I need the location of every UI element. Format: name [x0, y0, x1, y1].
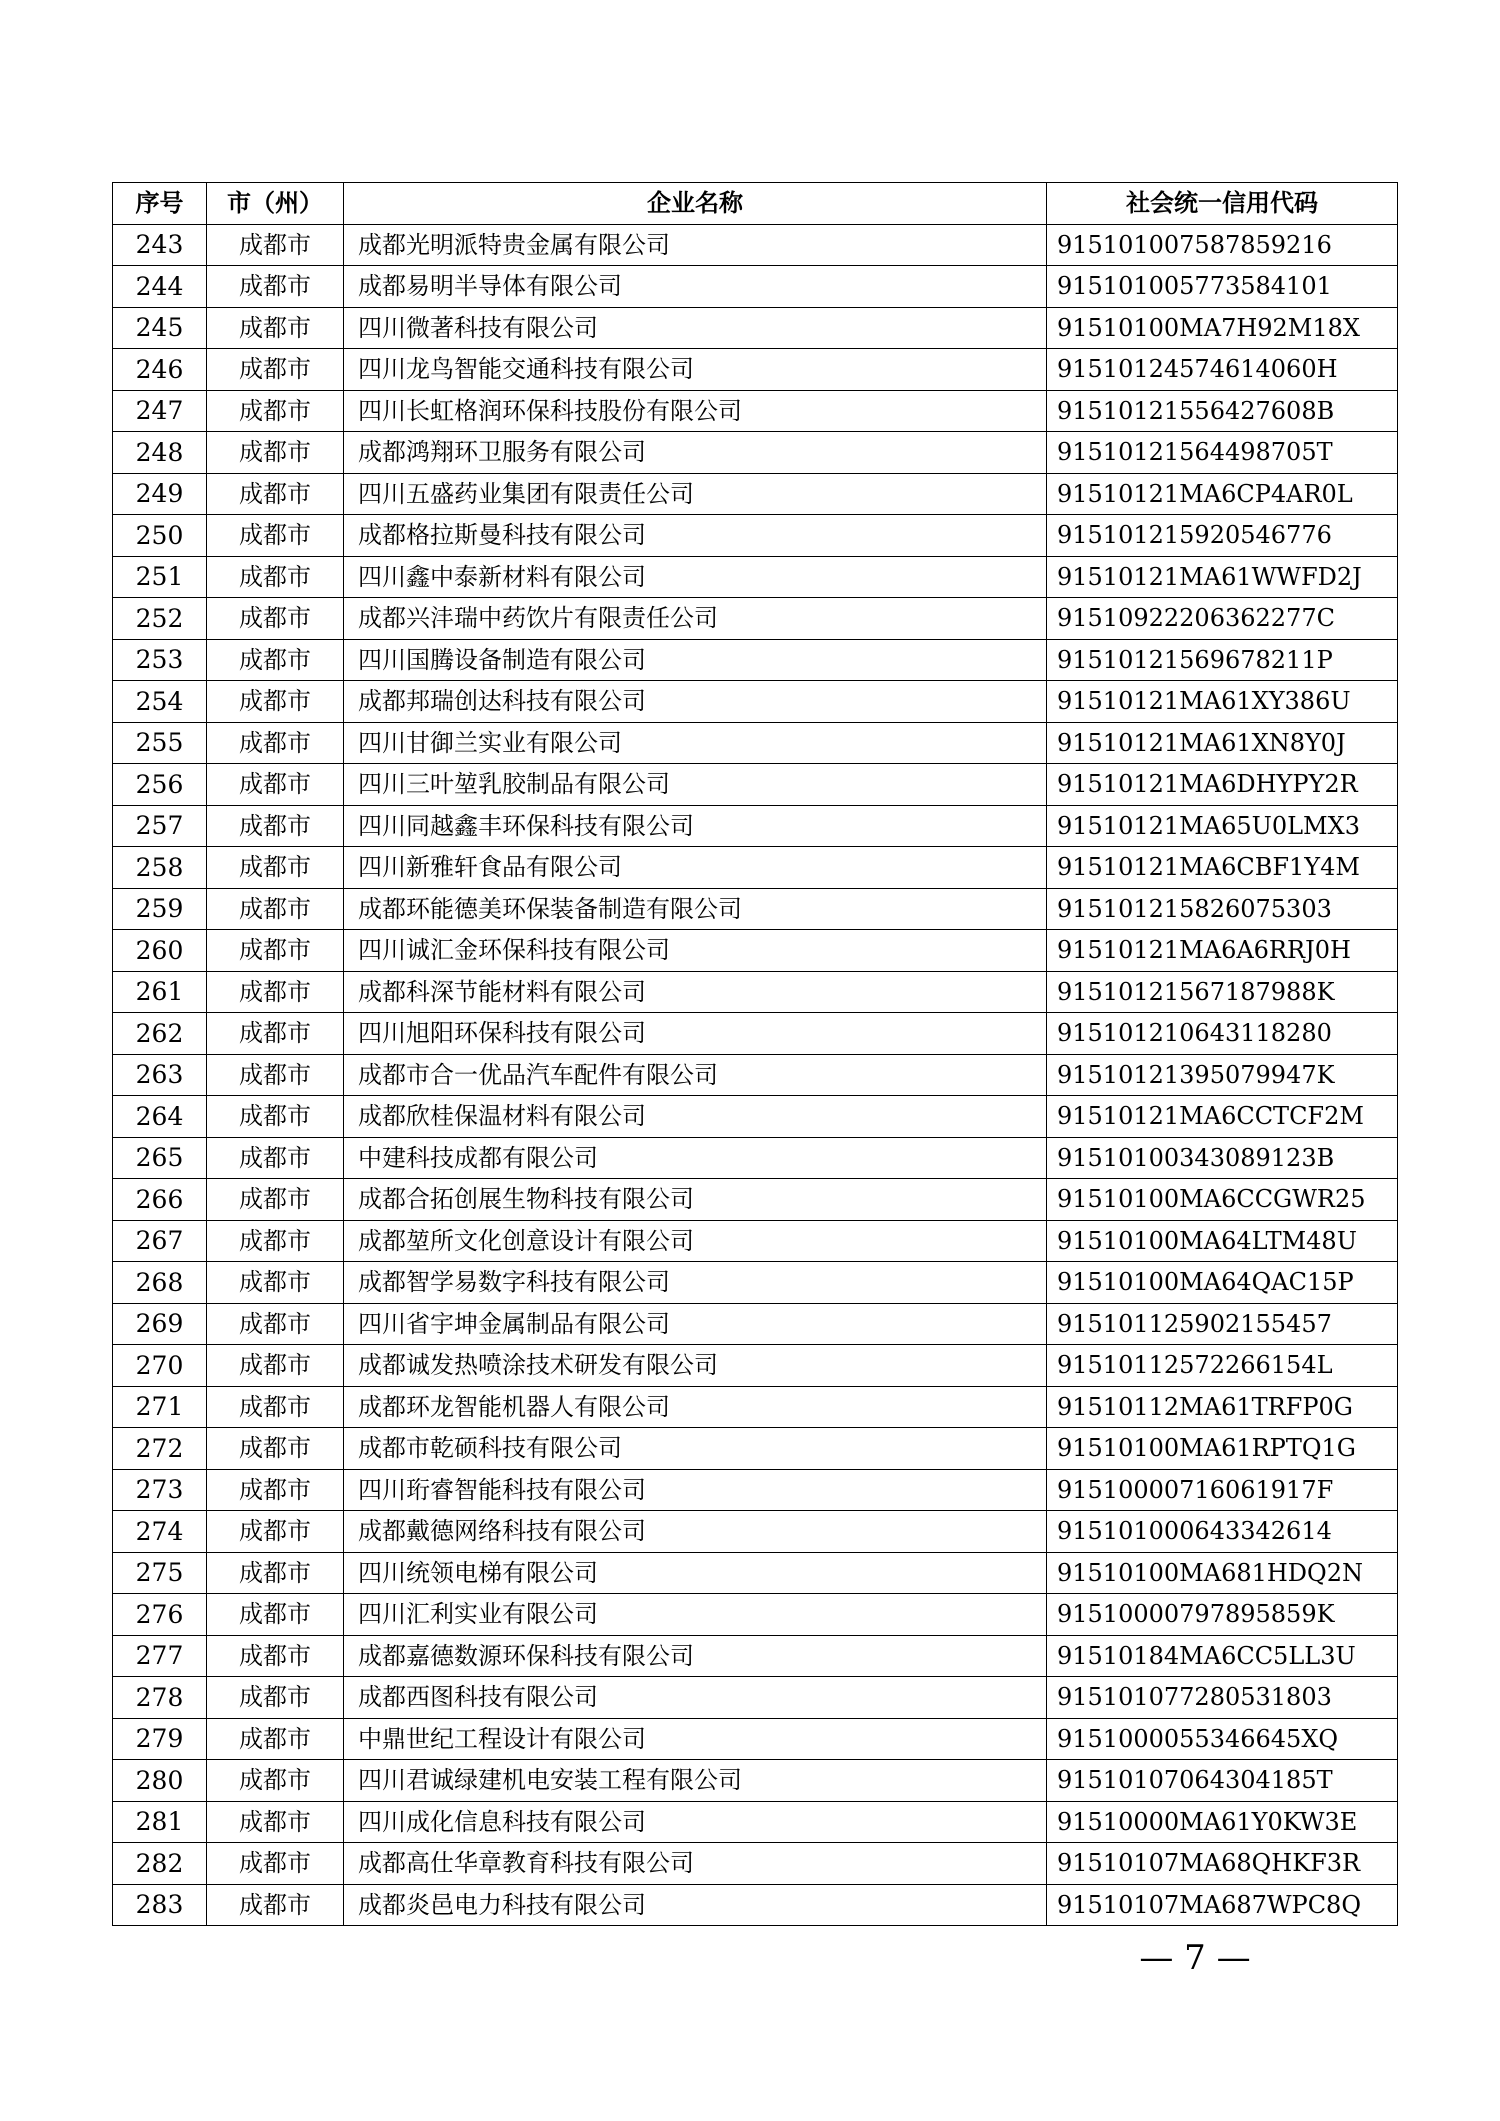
row-seq: 279	[113, 1718, 207, 1760]
row-credit-code: 91510121MA65U0LMX3	[1047, 805, 1398, 847]
row-city: 成都市	[207, 764, 344, 806]
row-city: 成都市	[207, 1428, 344, 1470]
header-seq: 序号	[113, 183, 207, 225]
row-city: 成都市	[207, 1345, 344, 1387]
row-seq: 276	[113, 1594, 207, 1636]
row-company-name: 中鼎世纪工程设计有限公司	[344, 1718, 1047, 1760]
row-company-name: 四川同越鑫丰环保科技有限公司	[344, 805, 1047, 847]
row-company-name: 成都炎邑电力科技有限公司	[344, 1884, 1047, 1926]
row-company-name: 四川统领电梯有限公司	[344, 1552, 1047, 1594]
row-city: 成都市	[207, 1262, 344, 1304]
row-company-name: 四川新雅轩食品有限公司	[344, 847, 1047, 889]
row-company-name: 成都鸿翔环卫服务有限公司	[344, 432, 1047, 474]
row-city: 成都市	[207, 1635, 344, 1677]
row-company-name: 成都易明半导体有限公司	[344, 266, 1047, 308]
table-body	[113, 224, 1398, 1926]
table-row	[113, 1718, 1398, 1760]
row-seq: 260	[113, 930, 207, 972]
row-city: 成都市	[207, 1303, 344, 1345]
row-seq: 249	[113, 473, 207, 515]
row-credit-code: 915101007587859216	[1047, 224, 1398, 266]
row-company-name: 成都堃所文化创意设计有限公司	[344, 1220, 1047, 1262]
row-city: 成都市	[207, 390, 344, 432]
row-credit-code: 915101000643342614	[1047, 1511, 1398, 1553]
row-credit-code: 91510922206362277C	[1047, 598, 1398, 640]
row-company-name: 四川珩睿智能科技有限公司	[344, 1469, 1047, 1511]
table-row	[113, 1386, 1398, 1428]
row-credit-code: 91510121569678211P	[1047, 639, 1398, 681]
table-row	[113, 1262, 1398, 1304]
row-city: 成都市	[207, 473, 344, 515]
row-credit-code: 91510121MA6CP4AR0L	[1047, 473, 1398, 515]
row-company-name: 成都高仕华章教育科技有限公司	[344, 1843, 1047, 1885]
row-seq: 267	[113, 1220, 207, 1262]
row-credit-code: 91510100MA64LTM48U	[1047, 1220, 1398, 1262]
row-seq: 272	[113, 1428, 207, 1470]
row-credit-code: 915101125902155457	[1047, 1303, 1398, 1345]
table-row	[113, 1801, 1398, 1843]
row-company-name: 成都诚发热喷涂技术研发有限公司	[344, 1345, 1047, 1387]
row-seq: 271	[113, 1386, 207, 1428]
row-credit-code: 915101210643118280	[1047, 1013, 1398, 1055]
row-city: 成都市	[207, 598, 344, 640]
row-seq: 275	[113, 1552, 207, 1594]
row-city: 成都市	[207, 307, 344, 349]
row-city: 成都市	[207, 1013, 344, 1055]
table-row	[113, 1137, 1398, 1179]
row-city: 成都市	[207, 1511, 344, 1553]
row-credit-code: 91510121MA6CCTCF2M	[1047, 1096, 1398, 1138]
table-row	[113, 1054, 1398, 1096]
row-credit-code: 91510100MA7H92M18X	[1047, 307, 1398, 349]
row-city: 成都市	[207, 1469, 344, 1511]
row-seq: 253	[113, 639, 207, 681]
row-seq: 247	[113, 390, 207, 432]
table-row	[113, 805, 1398, 847]
row-seq: 283	[113, 1884, 207, 1926]
row-credit-code: 91510000797895859K	[1047, 1594, 1398, 1636]
row-credit-code: 915101077280531803	[1047, 1677, 1398, 1719]
table-row	[113, 764, 1398, 806]
table-row	[113, 847, 1398, 889]
row-city: 成都市	[207, 1179, 344, 1221]
row-city: 成都市	[207, 1843, 344, 1885]
table-row	[113, 1013, 1398, 1055]
row-company-name: 成都格拉斯曼科技有限公司	[344, 515, 1047, 557]
row-credit-code: 91510100MA64QAC15P	[1047, 1262, 1398, 1304]
row-city: 成都市	[207, 349, 344, 391]
row-city: 成都市	[207, 432, 344, 474]
row-city: 成都市	[207, 1760, 344, 1802]
enterprise-table	[112, 182, 1398, 1926]
row-company-name: 四川旭阳环保科技有限公司	[344, 1013, 1047, 1055]
row-credit-code: 91510121567187988K	[1047, 971, 1398, 1013]
row-city: 成都市	[207, 888, 344, 930]
table-row	[113, 1179, 1398, 1221]
row-seq: 259	[113, 888, 207, 930]
table-header-row	[113, 183, 1398, 225]
table-row	[113, 1428, 1398, 1470]
table-row	[113, 390, 1398, 432]
row-company-name: 成都邦瑞创达科技有限公司	[344, 681, 1047, 723]
row-seq: 243	[113, 224, 207, 266]
row-company-name: 成都西图科技有限公司	[344, 1677, 1047, 1719]
row-city: 成都市	[207, 266, 344, 308]
table-row	[113, 722, 1398, 764]
row-credit-code: 91510121MA61XN8Y0J	[1047, 722, 1398, 764]
row-city: 成都市	[207, 1884, 344, 1926]
row-credit-code: 915101005773584101	[1047, 266, 1398, 308]
row-city: 成都市	[207, 930, 344, 972]
row-seq: 270	[113, 1345, 207, 1387]
table-row	[113, 1303, 1398, 1345]
row-seq: 265	[113, 1137, 207, 1179]
row-seq: 269	[113, 1303, 207, 1345]
row-seq: 277	[113, 1635, 207, 1677]
row-seq: 250	[113, 515, 207, 557]
row-company-name: 四川龙鸟智能交通科技有限公司	[344, 349, 1047, 391]
table-row	[113, 349, 1398, 391]
row-seq: 266	[113, 1179, 207, 1221]
table-row	[113, 639, 1398, 681]
row-credit-code: 91510107MA687WPC8Q	[1047, 1884, 1398, 1926]
row-company-name: 成都欣桂保温材料有限公司	[344, 1096, 1047, 1138]
row-company-name: 四川汇利实业有限公司	[344, 1594, 1047, 1636]
header-city: 市（州）	[207, 183, 344, 225]
row-seq: 254	[113, 681, 207, 723]
row-credit-code: 91510107MA68QHKF3R	[1047, 1843, 1398, 1885]
row-city: 成都市	[207, 1552, 344, 1594]
row-city: 成都市	[207, 224, 344, 266]
row-seq: 273	[113, 1469, 207, 1511]
row-city: 成都市	[207, 1718, 344, 1760]
row-company-name: 成都光明派特贵金属有限公司	[344, 224, 1047, 266]
row-seq: 268	[113, 1262, 207, 1304]
row-credit-code: 91510121MA6DHYPY2R	[1047, 764, 1398, 806]
row-city: 成都市	[207, 1220, 344, 1262]
row-seq: 258	[113, 847, 207, 889]
table-row	[113, 1469, 1398, 1511]
table-row	[113, 888, 1398, 930]
table-row	[113, 1511, 1398, 1553]
row-credit-code: 91510121395079947K	[1047, 1054, 1398, 1096]
table-row	[113, 556, 1398, 598]
table-row	[113, 1635, 1398, 1677]
row-credit-code: 91510121MA61WWFD2J	[1047, 556, 1398, 598]
row-company-name: 中建科技成都有限公司	[344, 1137, 1047, 1179]
row-city: 成都市	[207, 556, 344, 598]
table-row	[113, 307, 1398, 349]
row-city: 成都市	[207, 1594, 344, 1636]
row-company-name: 四川三叶堃乳胶制品有限公司	[344, 764, 1047, 806]
row-company-name: 四川省宇坤金属制品有限公司	[344, 1303, 1047, 1345]
row-company-name: 成都环能德美环保装备制造有限公司	[344, 888, 1047, 930]
row-city: 成都市	[207, 1801, 344, 1843]
row-seq: 255	[113, 722, 207, 764]
row-seq: 251	[113, 556, 207, 598]
row-credit-code: 9151000055346645XQ	[1047, 1718, 1398, 1760]
row-company-name: 成都戴德网络科技有限公司	[344, 1511, 1047, 1553]
row-city: 成都市	[207, 515, 344, 557]
table-row	[113, 266, 1398, 308]
row-credit-code: 91510000MA61Y0KW3E	[1047, 1801, 1398, 1843]
table-row	[113, 930, 1398, 972]
row-credit-code: 91510121MA6CBF1Y4M	[1047, 847, 1398, 889]
row-credit-code: 91510100MA681HDQ2N	[1047, 1552, 1398, 1594]
row-seq: 278	[113, 1677, 207, 1719]
row-city: 成都市	[207, 1137, 344, 1179]
table-row	[113, 681, 1398, 723]
row-city: 成都市	[207, 681, 344, 723]
row-seq: 262	[113, 1013, 207, 1055]
table-row	[113, 1096, 1398, 1138]
row-city: 成都市	[207, 1386, 344, 1428]
row-seq: 245	[113, 307, 207, 349]
row-credit-code: 91510100343089123B	[1047, 1137, 1398, 1179]
row-seq: 264	[113, 1096, 207, 1138]
row-company-name: 四川鑫中泰新材料有限公司	[344, 556, 1047, 598]
row-seq: 261	[113, 971, 207, 1013]
row-company-name: 成都智学易数字科技有限公司	[344, 1262, 1047, 1304]
row-seq: 244	[113, 266, 207, 308]
header-credit-code: 社会统一信用代码	[1047, 183, 1398, 225]
row-seq: 256	[113, 764, 207, 806]
row-credit-code: 91510100MA6CCGWR25	[1047, 1179, 1398, 1221]
row-credit-code: 915101215826075303	[1047, 888, 1398, 930]
row-company-name: 四川诚汇金环保科技有限公司	[344, 930, 1047, 972]
row-city: 成都市	[207, 847, 344, 889]
row-credit-code: 91510121MA61XY386U	[1047, 681, 1398, 723]
row-credit-code: 91510000716061917F	[1047, 1469, 1398, 1511]
row-credit-code: 91510100MA61RPTQ1G	[1047, 1428, 1398, 1470]
row-seq: 246	[113, 349, 207, 391]
row-company-name: 成都市乾硕科技有限公司	[344, 1428, 1047, 1470]
table-row	[113, 1677, 1398, 1719]
row-credit-code: 91510107064304185T	[1047, 1760, 1398, 1802]
row-company-name: 四川甘御兰实业有限公司	[344, 722, 1047, 764]
row-company-name: 四川微著科技有限公司	[344, 307, 1047, 349]
table-row	[113, 1843, 1398, 1885]
row-seq: 263	[113, 1054, 207, 1096]
row-seq: 248	[113, 432, 207, 474]
table-row	[113, 971, 1398, 1013]
row-credit-code: 915101215920546776	[1047, 515, 1398, 557]
row-company-name: 成都市合一优品汽车配件有限公司	[344, 1054, 1047, 1096]
row-city: 成都市	[207, 1677, 344, 1719]
row-company-name: 成都科深节能材料有限公司	[344, 971, 1047, 1013]
row-city: 成都市	[207, 722, 344, 764]
table-row	[113, 515, 1398, 557]
table-row	[113, 432, 1398, 474]
row-seq: 252	[113, 598, 207, 640]
row-company-name: 四川国腾设备制造有限公司	[344, 639, 1047, 681]
row-city: 成都市	[207, 639, 344, 681]
table-row	[113, 1884, 1398, 1926]
row-credit-code: 91510112572266154L	[1047, 1345, 1398, 1387]
row-city: 成都市	[207, 971, 344, 1013]
page-number: — 7 —	[1139, 1938, 1251, 1978]
row-seq: 257	[113, 805, 207, 847]
row-company-name: 成都嘉德数源环保科技有限公司	[344, 1635, 1047, 1677]
row-company-name: 成都兴沣瑞中药饮片有限责任公司	[344, 598, 1047, 640]
row-seq: 282	[113, 1843, 207, 1885]
row-company-name: 四川君诚绿建机电安装工程有限公司	[344, 1760, 1047, 1802]
table-row	[113, 1594, 1398, 1636]
row-credit-code: 91510124574614060H	[1047, 349, 1398, 391]
row-company-name: 四川长虹格润环保科技股份有限公司	[344, 390, 1047, 432]
row-credit-code: 91510121MA6A6RRJ0H	[1047, 930, 1398, 972]
row-credit-code: 91510112MA61TRFP0G	[1047, 1386, 1398, 1428]
row-city: 成都市	[207, 1054, 344, 1096]
row-credit-code: 91510121556427608B	[1047, 390, 1398, 432]
table-row	[113, 1345, 1398, 1387]
row-seq: 281	[113, 1801, 207, 1843]
header-company-name: 企业名称	[344, 183, 1047, 225]
table-row	[113, 1760, 1398, 1802]
row-credit-code: 91510121564498705T	[1047, 432, 1398, 474]
row-company-name: 成都环龙智能机器人有限公司	[344, 1386, 1047, 1428]
row-credit-code: 91510184MA6CC5LL3U	[1047, 1635, 1398, 1677]
table-row	[113, 224, 1398, 266]
table-row	[113, 598, 1398, 640]
row-city: 成都市	[207, 1096, 344, 1138]
row-company-name: 四川成化信息科技有限公司	[344, 1801, 1047, 1843]
table-row	[113, 1552, 1398, 1594]
row-company-name: 四川五盛药业集团有限责任公司	[344, 473, 1047, 515]
row-seq: 280	[113, 1760, 207, 1802]
row-seq: 274	[113, 1511, 207, 1553]
row-city: 成都市	[207, 805, 344, 847]
row-company-name: 成都合拓创展生物科技有限公司	[344, 1179, 1047, 1221]
table-row	[113, 473, 1398, 515]
table-row	[113, 1220, 1398, 1262]
